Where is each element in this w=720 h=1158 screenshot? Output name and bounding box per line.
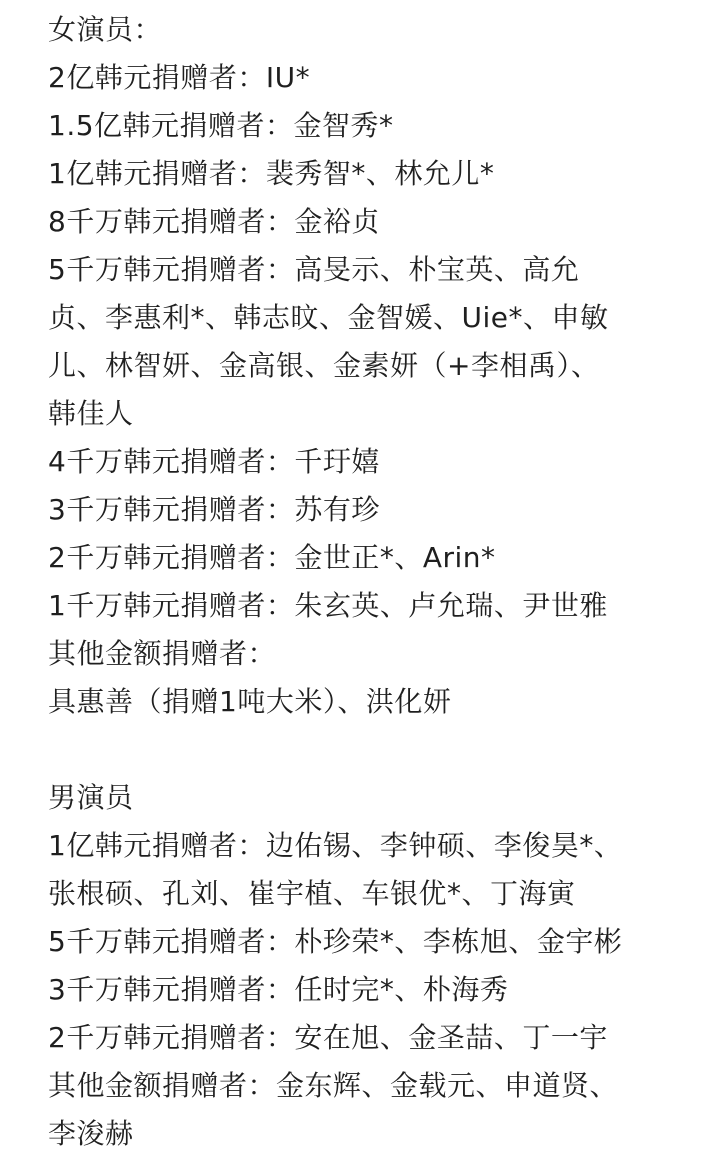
section-spacer [48,726,708,774]
text-line: 李浚赫 [48,1117,134,1150]
section-heading-actors: 男演员 [48,781,134,814]
text-line: 3千万韩元捐赠者：任时完*、朴海秀 [48,973,509,1006]
text-line: 2千万韩元捐赠者：金世正*、Arin* [48,541,496,574]
document [48,6,708,1158]
text-line: 2亿韩元捐赠者：IU* [48,61,311,94]
text-line: 具惠善（捐赠1吨大米）、洪化妍 [48,685,452,718]
text-line: 1亿韩元捐赠者：裴秀智*、林允儿* [48,157,495,190]
text-line: 1亿韩元捐赠者：边佑锡、李钟硕、李俊昊*、 [48,829,623,862]
text-line: 其他金额捐赠者： [48,637,277,670]
text-line: 1.5亿韩元捐赠者：金智秀* [48,109,394,142]
text-line: 贞、李惠利*、韩志旼、金智媛、Uie*、申敏 [48,301,609,334]
text-line: 5千万韩元捐赠者：高旻示、朴宝英、高允 [48,253,580,286]
text-line: 儿、林智妍、金高银、金素妍（+李相禹）、 [48,349,600,382]
text-line: 韩佳人 [48,397,134,430]
text-line: 5千万韩元捐赠者：朴珍荣*、李栋旭、金宇彬 [48,925,623,958]
text-line: 1千万韩元捐赠者：朱玄英、卢允瑞、尹世雅 [48,589,608,622]
text-line: 3千万韩元捐赠者：苏有珍 [48,493,380,526]
text-line: 2千万韩元捐赠者：安在旭、金圣喆、丁一宇 [48,1021,608,1054]
section-heading-actresses: 女演员： [48,13,163,46]
text-line: 张根硕、孔刘、崔宇植、车银优*、丁海寅 [48,877,576,910]
text-line: 8千万韩元捐赠者：金裕贞 [48,205,380,238]
text-line: 其他金额捐赠者：金东辉、金载元、申道贤、 [48,1069,619,1102]
text-line: 4千万韩元捐赠者：千玗嬉 [48,445,380,478]
